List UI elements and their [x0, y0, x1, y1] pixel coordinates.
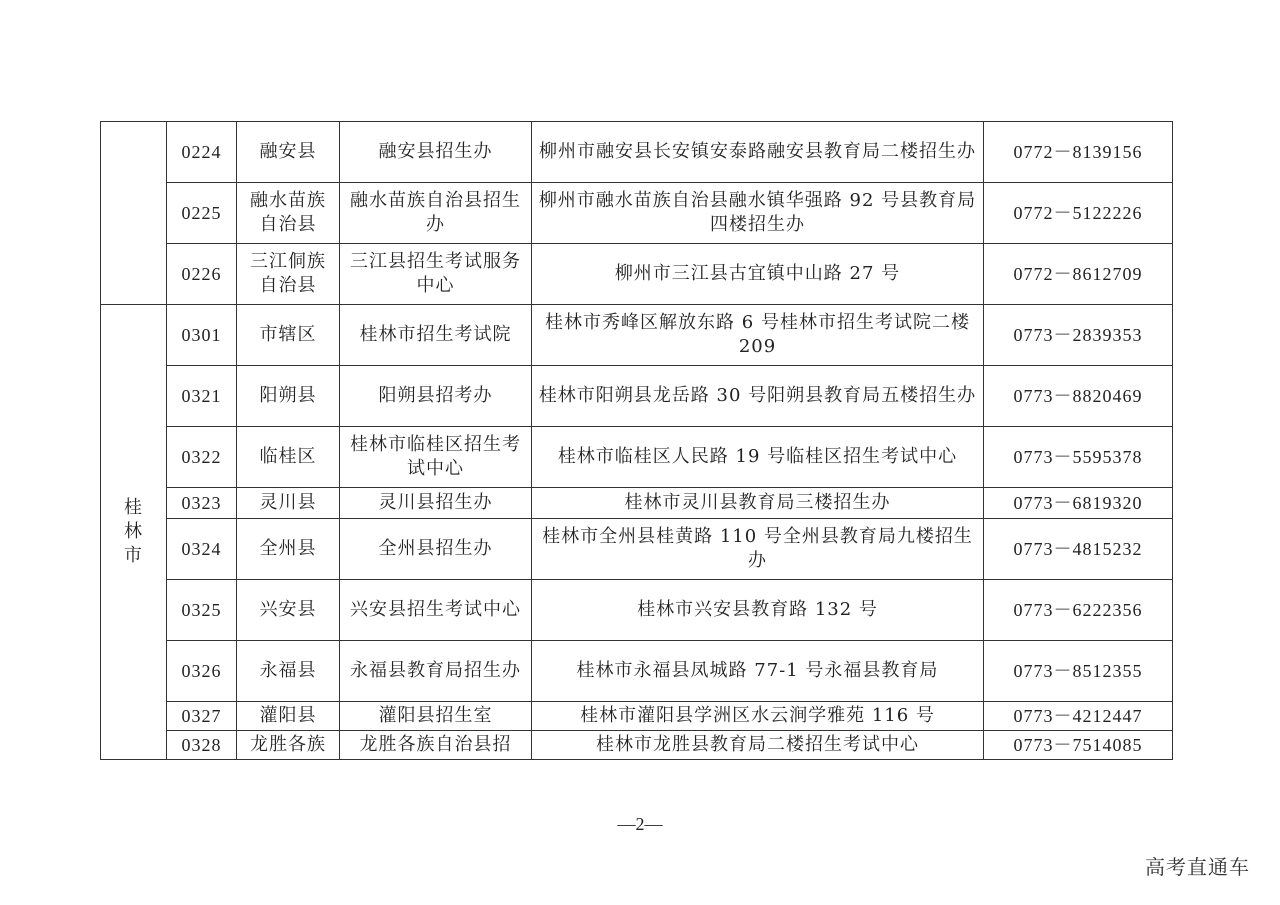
- code-cell: 0328: [167, 731, 237, 760]
- phone-cell: 0772－5122226: [984, 183, 1173, 244]
- code-cell: 0327: [167, 702, 237, 731]
- page-number: —2—: [617, 814, 663, 834]
- address-cell: 桂林市龙胜县教育局二楼招生考试中心: [532, 731, 984, 760]
- table-row: [101, 580, 1173, 641]
- address-cell: 桂林市秀峰区解放东路 6 号桂林市招生考试院二楼 209: [532, 305, 984, 366]
- table-row: [101, 641, 1173, 702]
- address-cell: 柳州市三江县古宜镇中山路 27 号: [532, 244, 984, 305]
- code-cell: 0325: [167, 580, 237, 641]
- address-cell: 柳州市融安县长安镇安泰路融安县教育局二楼招生办: [532, 122, 984, 183]
- address-cell: 柳州市融水苗族自治县融水镇华强路 92 号县教育局四楼招生办: [532, 183, 984, 244]
- office-cell: 灌阳县招生室: [340, 702, 532, 731]
- phone-cell: 0773－7514085: [984, 731, 1173, 760]
- phone-cell: 0773－5595378: [984, 427, 1173, 488]
- table-row: [101, 122, 1173, 183]
- table-row: [101, 183, 1173, 244]
- table-row: [101, 305, 1173, 366]
- phone-cell: 0773－2839353: [984, 305, 1173, 366]
- code-cell: 0321: [167, 366, 237, 427]
- code-cell: 0225: [167, 183, 237, 244]
- office-cell: 永福县教育局招生办: [340, 641, 532, 702]
- code-cell: 0322: [167, 427, 237, 488]
- office-cell: 桂林市招生考试院: [340, 305, 532, 366]
- county-cell: 阳朔县: [237, 366, 340, 427]
- address-cell: 桂林市灵川县教育局三楼招生办: [532, 488, 984, 519]
- county-cell: 融水苗族自治县: [237, 183, 340, 244]
- county-cell: 龙胜各族: [237, 731, 340, 760]
- address-cell: 桂林市兴安县教育路 132 号: [532, 580, 984, 641]
- office-cell: 融安县招生办: [340, 122, 532, 183]
- city-cell: 桂林市: [101, 305, 167, 760]
- county-cell: 兴安县: [237, 580, 340, 641]
- office-cell: 阳朔县招考办: [340, 366, 532, 427]
- address-cell: 桂林市临桂区人民路 19 号临桂区招生考试中心: [532, 427, 984, 488]
- office-cell: 融水苗族自治县招生办: [340, 183, 532, 244]
- county-cell: 永福县: [237, 641, 340, 702]
- code-cell: 0326: [167, 641, 237, 702]
- table-row: [101, 702, 1173, 731]
- county-cell: 临桂区: [237, 427, 340, 488]
- county-cell: 融安县: [237, 122, 340, 183]
- address-cell: 桂林市阳朔县龙岳路 30 号阳朔县教育局五楼招生办: [532, 366, 984, 427]
- county-cell: 灌阳县: [237, 702, 340, 731]
- code-cell: 0301: [167, 305, 237, 366]
- table-row: [101, 519, 1173, 580]
- address-cell: 桂林市永福县凤城路 77-1 号永福县教育局: [532, 641, 984, 702]
- address-cell: 桂林市全州县桂黄路 110 号全州县教育局九楼招生办: [532, 519, 984, 580]
- county-cell: 灵川县: [237, 488, 340, 519]
- address-cell: 桂林市灌阳县学洲区水云涧学雅苑 116 号: [532, 702, 984, 731]
- watermark-text: 高考直通车: [1145, 855, 1250, 879]
- contact-table: [100, 121, 1173, 760]
- office-cell: 灵川县招生办: [340, 488, 532, 519]
- table-row: [101, 488, 1173, 519]
- county-cell: 三江侗族自治县: [237, 244, 340, 305]
- phone-cell: 0773－6819320: [984, 488, 1173, 519]
- county-cell: 市辖区: [237, 305, 340, 366]
- phone-cell: 0773－8512355: [984, 641, 1173, 702]
- code-cell: 0224: [167, 122, 237, 183]
- phone-cell: 0773－6222356: [984, 580, 1173, 641]
- table-row: [101, 244, 1173, 305]
- phone-cell: 0772－8612709: [984, 244, 1173, 305]
- office-cell: 全州县招生办: [340, 519, 532, 580]
- phone-cell: 0773－8820469: [984, 366, 1173, 427]
- phone-cell: 0773－4815232: [984, 519, 1173, 580]
- code-cell: 0323: [167, 488, 237, 519]
- city-cell: [101, 122, 167, 305]
- table-row: [101, 731, 1173, 760]
- code-cell: 0324: [167, 519, 237, 580]
- table-row: [101, 427, 1173, 488]
- county-cell: 全州县: [237, 519, 340, 580]
- code-cell: 0226: [167, 244, 237, 305]
- phone-cell: 0773－4212447: [984, 702, 1173, 731]
- table-row: [101, 366, 1173, 427]
- office-cell: 桂林市临桂区招生考试中心: [340, 427, 532, 488]
- office-cell: 龙胜各族自治县招: [340, 731, 532, 760]
- office-cell: 三江县招生考试服务中心: [340, 244, 532, 305]
- office-cell: 兴安县招生考试中心: [340, 580, 532, 641]
- phone-cell: 0772－8139156: [984, 122, 1173, 183]
